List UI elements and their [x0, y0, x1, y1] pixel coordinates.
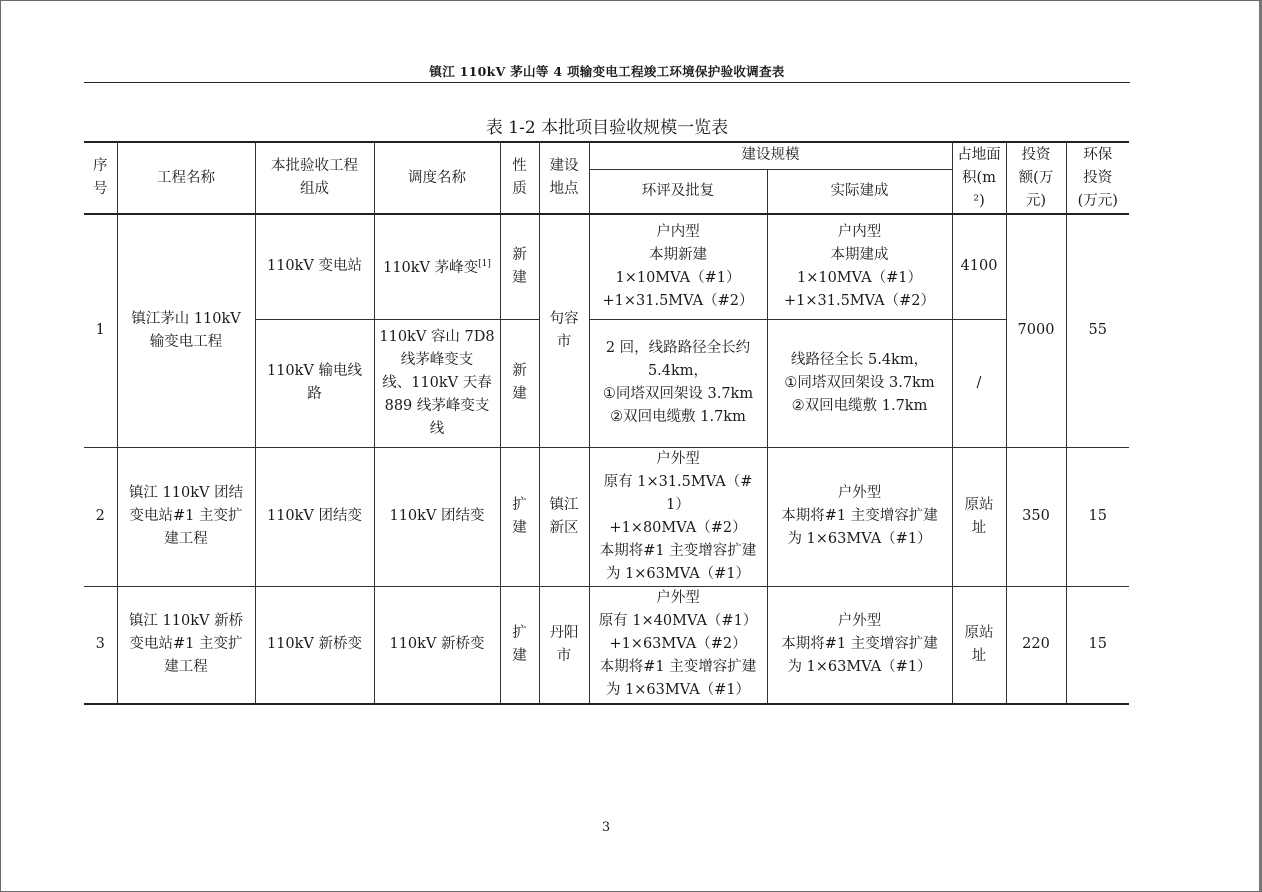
row-1b-dispatch-name: 110kV 容山 7D8 线茅峰变支 线、110kV 天春 889 线茅峰变支 线: [374, 319, 500, 447]
footnote-marker: [1]: [478, 259, 491, 270]
row-2-scale-actual: 户外型 本期将#1 主变增容扩建 为 1×63MVA（#1）: [767, 447, 952, 586]
row-1b-area: /: [952, 319, 1006, 447]
row-3-composition: 110kV 新桥变: [255, 586, 374, 704]
table-row: [84, 447, 1129, 586]
row-1a-dispatch-name: [374, 214, 500, 319]
header-nature: 性 质: [500, 142, 539, 214]
row-2-investment: 350: [1006, 447, 1066, 586]
header-project-name: 工程名称: [117, 142, 255, 214]
header-rule: [84, 82, 1130, 83]
header-investment: 投资 额(万 元): [1006, 142, 1066, 214]
row-2-scale-eia: 户外型 原有 1×31.5MVA（#1） +1×80MVA（#2） 本期将#1 主变增容扩建 为 1×63MVA（#1）: [589, 447, 767, 586]
row-1a-composition: 110kV 变电站: [255, 214, 374, 319]
row-2-nature: 扩 建: [500, 447, 539, 586]
row-1-env-investment: 55: [1066, 214, 1129, 447]
row-3-nature: 扩 建: [500, 586, 539, 704]
header-dispatch-name: 调度名称: [374, 142, 500, 214]
row-3-scale-actual: 户外型 本期将#1 主变增容扩建 为 1×63MVA（#1）: [767, 586, 952, 704]
acceptance-scale-table: [84, 141, 1129, 705]
header-area: 占地面 积(m²): [952, 142, 1006, 214]
header-location: 建设 地点: [539, 142, 589, 214]
row-3-env-investment: 15: [1066, 586, 1129, 704]
row-1a-nature: 新 建: [500, 214, 539, 319]
row-3-dispatch-name: 110kV 新桥变: [374, 586, 500, 704]
row-2-dispatch-name: 110kV 团结变: [374, 447, 500, 586]
row-1b-scale-actual: 线路径全长 5.4km， ①同塔双回架设 3.7km ②双回电缆敷 1.7km: [767, 319, 952, 447]
header-scale-eia: 环评及批复: [589, 169, 767, 214]
header-scale-actual: 实际建成: [767, 169, 952, 214]
row-3-investment: 220: [1006, 586, 1066, 704]
table-row: [84, 214, 1129, 319]
row-1-project-name: 镇江茅山 110kV 输变电工程: [117, 214, 255, 447]
row-3-scale-eia: 户外型 原有 1×40MVA（#1） +1×63MVA（#2） 本期将#1 主变增容扩建 为 1×63MVA（#1）: [589, 586, 767, 704]
row-1b-scale-eia: 2 回，线路路径全长约 5.4km， ①同塔双回架设 3.7km ②双回电缆敷 1.7km: [589, 319, 767, 447]
page-number: 3: [601, 820, 611, 835]
header-composition: 本批验收工程 组成: [255, 142, 374, 214]
row-3-location: 丹阳 市: [539, 586, 589, 704]
row-1a-dispatch-text: 110kV 茅峰变: [383, 260, 479, 277]
header-scale-group: 建设规模: [589, 142, 952, 169]
row-1b-nature: 新 建: [500, 319, 539, 447]
row-2-area: 原站 址: [952, 447, 1006, 586]
row-1a-scale-actual: 户内型 本期建成 1×10MVA（#1） +1×31.5MVA（#2）: [767, 214, 952, 319]
row-1-location: 句容 市: [539, 214, 589, 447]
row-2-no: 2: [84, 447, 117, 586]
row-1a-area: 4100: [952, 214, 1006, 319]
row-3-no: 3: [84, 586, 117, 704]
row-2-project-name: 镇江 110kV 团结 变电站#1 主变扩 建工程: [117, 447, 255, 586]
row-2-env-investment: 15: [1066, 447, 1129, 586]
document-header-title: 镇江 110kV 茅山等 4 项输变电工程竣工环境保护验收调查表: [429, 64, 785, 79]
row-1a-scale-eia: 户内型 本期新建 1×10MVA（#1） +1×31.5MVA（#2）: [589, 214, 767, 319]
table-row: [84, 586, 1129, 704]
header-no: 序 号: [84, 142, 117, 214]
header-env-investment: 环保 投资 (万元): [1066, 142, 1129, 214]
row-2-composition: 110kV 团结变: [255, 447, 374, 586]
row-3-project-name: 镇江 110kV 新桥 变电站#1 主变扩 建工程: [117, 586, 255, 704]
row-1b-composition: 110kV 输电线 路: [255, 319, 374, 447]
row-3-area: 原站 址: [952, 586, 1006, 704]
row-1-no: 1: [84, 214, 117, 447]
row-1-investment: 7000: [1006, 214, 1066, 447]
table-caption: 表 1-2 本批项目验收规模一览表: [485, 118, 729, 138]
row-2-location: 镇江 新区: [539, 447, 589, 586]
